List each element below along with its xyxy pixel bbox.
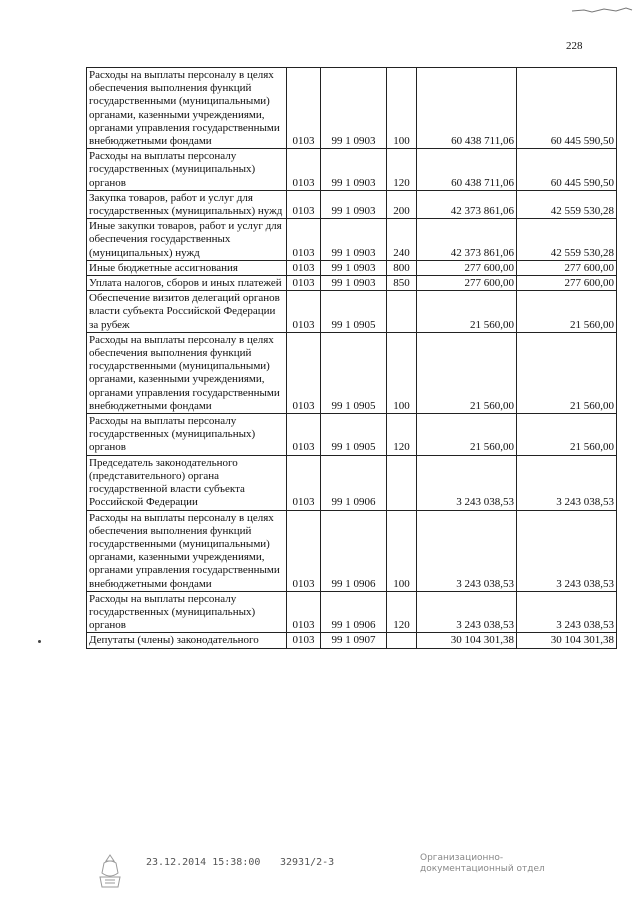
row-section: 0103 bbox=[287, 291, 321, 333]
row-amount-year1: 21 560,00 bbox=[417, 414, 517, 456]
row-section: 0103 bbox=[287, 190, 321, 218]
row-amount-year2: 60 445 590,50 bbox=[517, 68, 617, 149]
row-amount-year2: 21 560,00 bbox=[517, 414, 617, 456]
row-name: Уплата налогов, сборов и иных платежей bbox=[87, 276, 287, 291]
row-expense-type: 120 bbox=[387, 149, 417, 191]
row-article: 99 1 0903 bbox=[321, 276, 387, 291]
row-article: 99 1 0903 bbox=[321, 260, 387, 275]
row-amount-year2: 30 104 301,38 bbox=[517, 633, 617, 648]
row-article: 99 1 0906 bbox=[321, 455, 387, 510]
row-section: 0103 bbox=[287, 276, 321, 291]
row-amount-year1: 277 600,00 bbox=[417, 260, 517, 275]
row-name: Расходы на выплаты персоналу в целях обеспечения выполнения функций государственными (муниципальными) органами, казенными учреждениями, органами управления государственными внебюджетными фондами bbox=[87, 332, 287, 413]
row-expense-type: 120 bbox=[387, 591, 417, 633]
table-row bbox=[87, 190, 617, 218]
row-amount-year2: 277 600,00 bbox=[517, 276, 617, 291]
row-expense-type bbox=[387, 633, 417, 648]
row-name: Закупка товаров, работ и услуг для государственных (муниципальных) нужд bbox=[87, 190, 287, 218]
row-article: 99 1 0903 bbox=[321, 219, 387, 261]
row-section: 0103 bbox=[287, 633, 321, 648]
row-expense-type: 200 bbox=[387, 190, 417, 218]
table-row bbox=[87, 414, 617, 456]
row-section: 0103 bbox=[287, 219, 321, 261]
row-article: 99 1 0903 bbox=[321, 68, 387, 149]
row-expense-type: 100 bbox=[387, 68, 417, 149]
table-row bbox=[87, 633, 617, 648]
row-expense-type: 120 bbox=[387, 414, 417, 456]
row-amount-year1: 60 438 711,06 bbox=[417, 149, 517, 191]
row-expense-type: 800 bbox=[387, 260, 417, 275]
document-number: 32931/2-3 bbox=[280, 857, 335, 868]
row-amount-year2: 60 445 590,50 bbox=[517, 149, 617, 191]
row-name: Обеспечение визитов делегаций органов власти субъекта Российской Федерации за рубеж bbox=[87, 291, 287, 333]
row-section: 0103 bbox=[287, 149, 321, 191]
row-expense-type: 240 bbox=[387, 219, 417, 261]
table-row bbox=[87, 68, 617, 149]
row-section: 0103 bbox=[287, 591, 321, 633]
row-name: Расходы на выплаты персоналу государственных (муниципальных) органов bbox=[87, 591, 287, 633]
row-article: 99 1 0906 bbox=[321, 510, 387, 591]
scan-timestamp: 23.12.2014 15:38:00 bbox=[146, 857, 261, 868]
row-name: Иные бюджетные ассигнования bbox=[87, 260, 287, 275]
margin-mark bbox=[38, 640, 41, 643]
table-row bbox=[87, 332, 617, 413]
row-section: 0103 bbox=[287, 68, 321, 149]
row-amount-year2: 277 600,00 bbox=[517, 260, 617, 275]
row-amount-year1: 3 243 038,53 bbox=[417, 510, 517, 591]
page-number: 228 bbox=[566, 40, 583, 52]
row-section: 0103 bbox=[287, 260, 321, 275]
row-name: Депутаты (члены) законодательного bbox=[87, 633, 287, 648]
row-amount-year1: 42 373 861,06 bbox=[417, 219, 517, 261]
row-amount-year1: 60 438 711,06 bbox=[417, 68, 517, 149]
row-amount-year1: 277 600,00 bbox=[417, 276, 517, 291]
footer bbox=[0, 853, 640, 905]
row-name: Председатель законодательного (представительного) органа государственной власти субъекта Российской Федерации bbox=[87, 455, 287, 510]
row-article: 99 1 0907 bbox=[321, 633, 387, 648]
row-amount-year2: 3 243 038,53 bbox=[517, 591, 617, 633]
row-amount-year1: 21 560,00 bbox=[417, 291, 517, 333]
table-row bbox=[87, 260, 617, 275]
row-expense-type bbox=[387, 291, 417, 333]
row-section: 0103 bbox=[287, 455, 321, 510]
row-expense-type: 100 bbox=[387, 332, 417, 413]
table-row bbox=[87, 291, 617, 333]
scan-artifact bbox=[570, 6, 634, 14]
row-section: 0103 bbox=[287, 510, 321, 591]
row-name: Расходы на выплаты персоналу государственных (муниципальных) органов bbox=[87, 414, 287, 456]
row-article: 99 1 0906 bbox=[321, 591, 387, 633]
row-amount-year1: 3 243 038,53 bbox=[417, 455, 517, 510]
row-amount-year2: 42 559 530,28 bbox=[517, 219, 617, 261]
row-amount-year2: 42 559 530,28 bbox=[517, 190, 617, 218]
row-amount-year2: 21 560,00 bbox=[517, 332, 617, 413]
table-row bbox=[87, 149, 617, 191]
row-amount-year2: 3 243 038,53 bbox=[517, 510, 617, 591]
table-row bbox=[87, 591, 617, 633]
row-article: 99 1 0905 bbox=[321, 332, 387, 413]
table-row bbox=[87, 219, 617, 261]
row-amount-year1: 3 243 038,53 bbox=[417, 591, 517, 633]
table-row bbox=[87, 510, 617, 591]
row-name: Расходы на выплаты персоналу в целях обеспечения выполнения функций государственными (муниципальными) органами, казенными учреждениями, органами управления государственными внебюджетными фондами bbox=[87, 510, 287, 591]
budget-table-body bbox=[87, 68, 617, 649]
row-article: 99 1 0905 bbox=[321, 414, 387, 456]
row-amount-year1: 30 104 301,38 bbox=[417, 633, 517, 648]
organization-stamp: Организационно-документационный отдел bbox=[420, 853, 545, 874]
table-row bbox=[87, 455, 617, 510]
row-expense-type: 850 bbox=[387, 276, 417, 291]
table-row bbox=[87, 276, 617, 291]
row-amount-year2: 21 560,00 bbox=[517, 291, 617, 333]
row-article: 99 1 0903 bbox=[321, 190, 387, 218]
row-amount-year2: 3 243 038,53 bbox=[517, 455, 617, 510]
row-article: 99 1 0905 bbox=[321, 291, 387, 333]
row-expense-type: 100 bbox=[387, 510, 417, 591]
budget-table bbox=[86, 67, 617, 649]
row-amount-year1: 21 560,00 bbox=[417, 332, 517, 413]
row-expense-type bbox=[387, 455, 417, 510]
row-name: Расходы на выплаты персоналу в целях обеспечения выполнения функций государственными (муниципальными) органами, казенными учреждениями, органами управления государственными внебюджетными фондами bbox=[87, 68, 287, 149]
row-section: 0103 bbox=[287, 414, 321, 456]
seal-icon bbox=[96, 853, 124, 893]
row-name: Расходы на выплаты персоналу государственных (муниципальных) органов bbox=[87, 149, 287, 191]
row-amount-year1: 42 373 861,06 bbox=[417, 190, 517, 218]
row-name: Иные закупки товаров, работ и услуг для обеспечения государственных (муниципальных) нужд bbox=[87, 219, 287, 261]
row-section: 0103 bbox=[287, 332, 321, 413]
row-article: 99 1 0903 bbox=[321, 149, 387, 191]
